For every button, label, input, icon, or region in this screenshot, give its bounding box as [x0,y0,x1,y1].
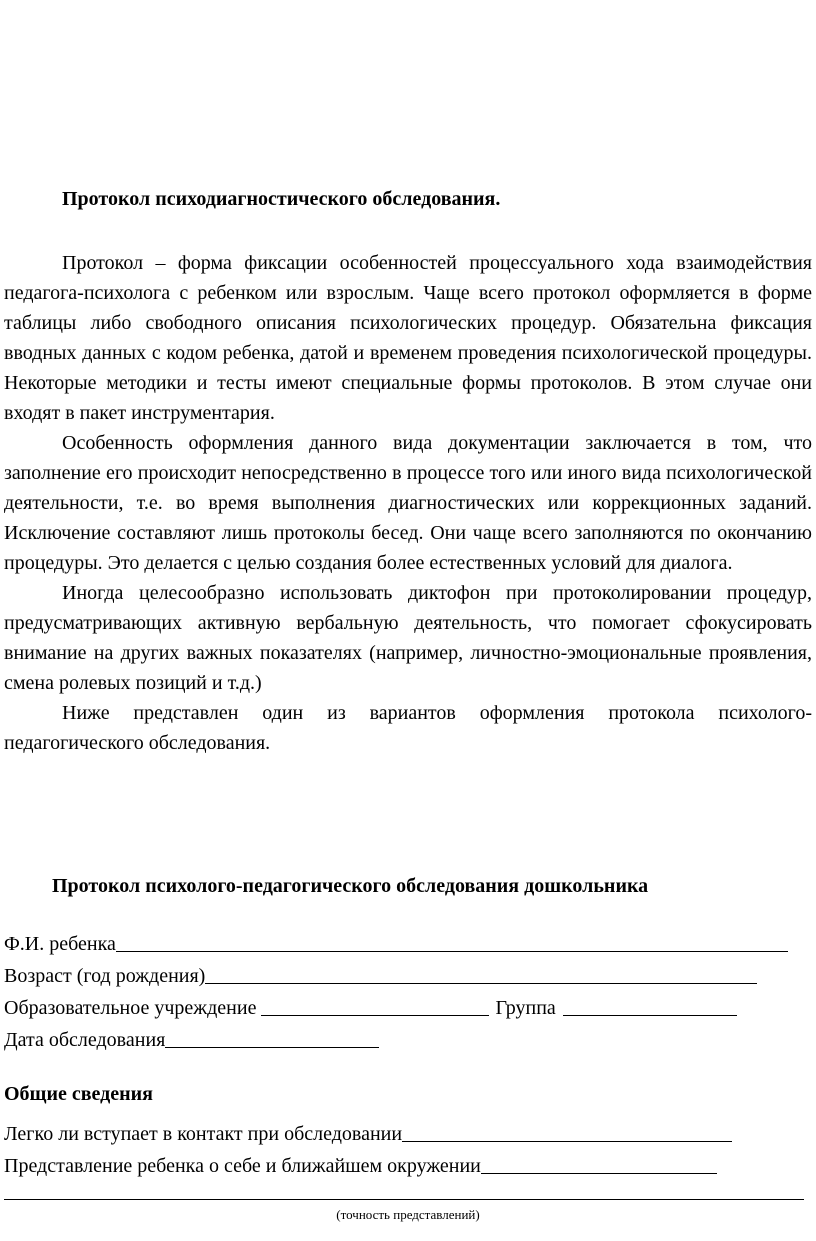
age-field[interactable] [205,961,757,984]
child-name-label: Ф.И. ребенка [4,933,116,955]
body-text [4,248,812,758]
paragraph-2: Особенность оформления данного вида документации заключается в том, что заполнение его происходит непосредственно в процессе того или иного вида психологической деятельности, т.е. во время выполнения диагностических или коррекционных заданий. Исключение составляют лишь протоколы бесед. Они чаще всего заполняются по окончанию процедуры. Это делается с целью создания более естественных условий для диалога. [4,432,812,574]
exam-date-label: Дата обследования [4,1029,166,1051]
group-field[interactable] [563,993,737,1016]
contact-field[interactable] [402,1119,732,1142]
self-representation-label: Представление ребенка о себе и ближайшем окружении [4,1155,481,1177]
representation-accuracy-field[interactable] [4,1199,804,1200]
age-row [4,958,757,988]
paragraph-3: Иногда целесообразно использовать диктофон при протоколировании процедур, предусматривающих активную вербальную деятельность, что помогает сфокусировать внимание на других важных показателях (например, личностно-эмоциональные проявления, смена ролевых позиций и т.д.) [4,582,812,694]
self-representation-field[interactable] [481,1151,717,1174]
paragraph-1: Протокол – форма фиксации особенностей процессуального хода взаимодействия педагога-психолога с ребенком или взрослым. Чаще всего протокол оформляется в форме таблицы либо свободного описания психологических процедур. Обязательна фиксация вводных данных с кодом ребенка, датой и временем проведения психологической процедуры. Некоторые методики и тесты имеют специальные формы протоколов. В этом случае они входят в пакет инструментария. [4,252,812,424]
contact-label: Легко ли вступает в контакт при обследовании [4,1123,403,1145]
self-representation-row [4,1148,717,1178]
exam-date-field[interactable] [165,1025,379,1048]
institution-field[interactable] [261,993,489,1016]
paragraph-4: Ниже представлен один из вариантов оформления протокола психолого-педагогического обследования. [4,702,812,754]
contact-row [4,1116,732,1146]
general-info-heading: Общие сведения [4,1083,153,1105]
age-label: Возраст (год рождения) [4,965,206,987]
institution-row [4,990,737,1020]
institution-label: Образовательное учреждение [4,997,257,1019]
protocol-title: Протокол психодиагностического обследования. [62,188,501,210]
accuracy-caption: (точность представлений) [336,1207,480,1222]
group-label: Группа [495,997,556,1019]
form-title: Протокол психолого-педагогического обследования дошкольника [52,875,649,897]
child-name-field[interactable] [116,929,788,952]
child-name-row [4,926,788,956]
exam-date-row [4,1022,379,1052]
